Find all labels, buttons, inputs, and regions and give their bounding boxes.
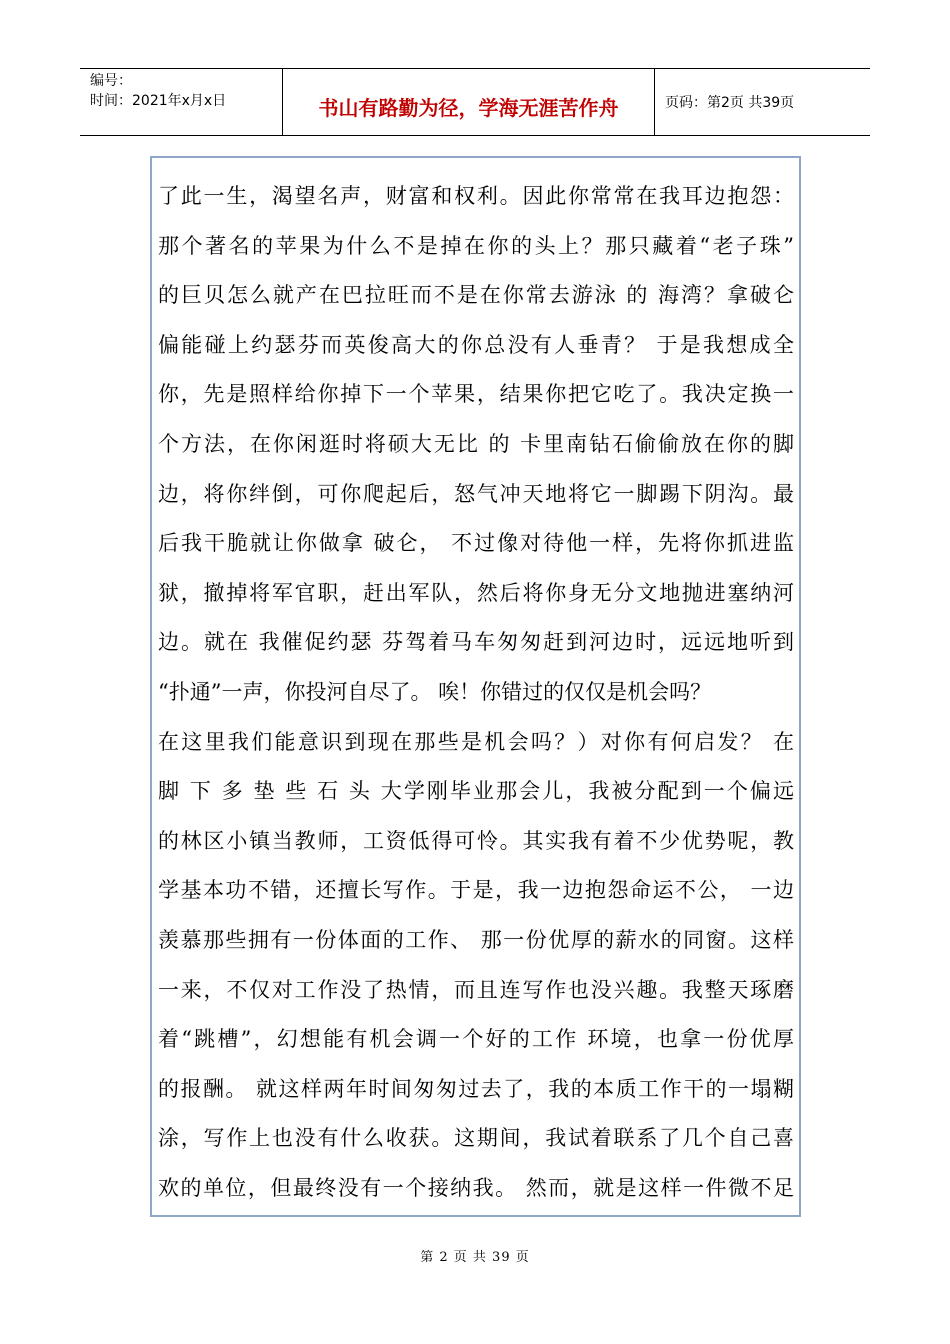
header-motto: 书山有路勤为径，学海无涯苦作舟 [318, 95, 619, 120]
body-line: 边，将你绊倒，可你爬起后，怒气冲天地将它一脚踢下阴沟。最 [158, 481, 794, 506]
body-line: 那个著名的苹果为什么不是掉在你的头上？那只藏着“老子珠” [158, 233, 794, 258]
body-line: 边。就在 我催促约瑟 芬驾着马车匆匆赶到河边时，远远地听到 [158, 630, 794, 655]
body-line: 涂，写作上也没有什么收获。这期间，我试着联系了几个自己喜 [158, 1126, 794, 1151]
body-line: “扑通”一声，你投河自尽了。 唉！你错过的仅仅是机会吗？ [158, 679, 712, 704]
body-line: 羡慕那些拥有一份体面的工作、 那一份优厚的薪水的同窗。这样 [158, 927, 794, 952]
body-line: 了此一生，渴望名声，财富和权利。因此你常常在我耳边抱怨： [158, 184, 794, 208]
body-line: 欢的单位，但最终没有一个接纳我。 然而，就是这样一件微不足 [158, 1175, 794, 1200]
body-line: 的报酬。 就这样两年时间匆匆过去了，我的本质工作干的一塌糊 [158, 1076, 794, 1101]
body-line: 个方法，在你闲逛时将硕大无比 的 卡里南钻石偷偷放在你的脚 [158, 431, 794, 456]
body-line: 狱，撤掉将军官职，赶出军队，然后将你身无分文地抛进塞纳河 [158, 580, 794, 605]
body-line: 学基本功不错，还擅长写作。于是，我一边抱怨命运不公， 一边 [158, 878, 794, 903]
header-page-cell [655, 69, 870, 135]
body-line: 一来，不仅对工作没了热情，而且连写作也没兴趣。我整天琢磨 [158, 977, 794, 1002]
body-line: 的巨贝怎么就产在巴拉旺而不是在你常去游泳 的 海湾？拿破仑 [158, 283, 794, 308]
body-line: 在这里我们能意识到现在那些是机会吗？）对你有何启发？ 在 [158, 729, 794, 754]
page-header [80, 68, 870, 136]
header-time-label: 时间：2021年x月x日 [90, 93, 227, 109]
header-number-label: 编号： [90, 73, 132, 89]
body-line: 的林区小镇当教师，工资低得可怜。其实我有着不少优势呢，教 [158, 828, 794, 853]
page-footer [0, 1246, 950, 1265]
header-meta-cell [80, 69, 283, 135]
body-line: 你，先是照样给你掉下一个苹果，结果你把它吃了。我决定换一 [158, 382, 794, 407]
body-line: 后我干脆就让你做拿 破仑， 不过像对待他一样，先将你抓进监 [158, 531, 794, 556]
body-line: 偏能碰上约瑟芬而英俊高大的你总没有人垂青？ 于是我想成全 [158, 332, 794, 357]
body-line: 脚 下 多 垫 些 石 头 大学刚毕业那会儿，我被分配到一个偏远 [158, 779, 794, 804]
body-line: 着“跳槽”，幻想能有机会调一个好的工作 环境，也拿一份优厚 [158, 1027, 794, 1052]
header-motto-cell [283, 69, 655, 135]
footer-page-number: 第 2 页 共 39 页 [420, 1250, 530, 1265]
header-page-info: 页码：第2页 共39页 [665, 95, 795, 111]
body-text-box [150, 156, 801, 1217]
